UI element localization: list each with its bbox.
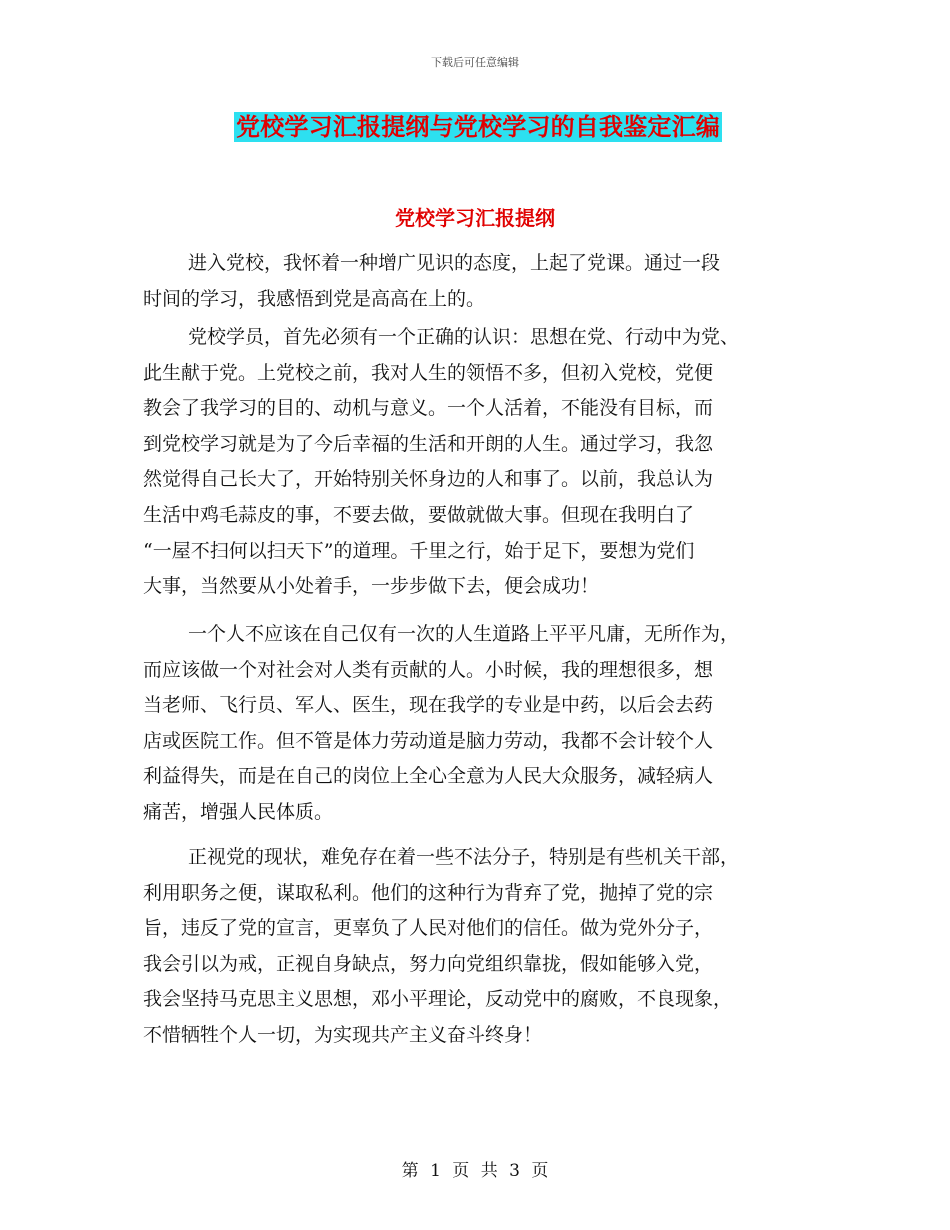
paragraph-line: 正视党的现状，难免存在着一些不法分子，特别是有些机关干部， xyxy=(188,846,740,868)
paragraph-1 xyxy=(143,246,823,317)
paragraph-line: 利益得失，而是在自己的岗位上全心全意为人民大众服务，减轻病人 xyxy=(143,765,714,788)
paragraph-line: 旨，违反了党的宣言，更辜负了人民对他们的信任。做为党外分子， xyxy=(143,917,714,940)
paragraph-line: 时间的学习，我感悟到党是高高在上的。 xyxy=(143,287,486,310)
paragraph-line: 利用职务之便，谋取私利。他们的这种行为背弃了党，抛掉了党的宗 xyxy=(143,881,714,904)
paragraph-4 xyxy=(143,840,823,1054)
paragraph-line: 教会了我学习的目的、动机与意义。一个人活着，不能没有目标，而 xyxy=(143,397,714,420)
paragraph-line: 到党校学习就是为了今后幸福的生活和开朗的人生。通过学习，我忽 xyxy=(143,432,714,455)
paragraph-line: 而应该做一个对社会对人类有贡献的人。小时候，我的理想很多，想 xyxy=(143,658,714,681)
paragraph-3 xyxy=(143,617,823,831)
paragraph-2 xyxy=(143,320,823,605)
document-title: 党校学习汇报提纲与党校学习的自我鉴定汇编 xyxy=(236,112,720,141)
paragraph-line: 当老师、飞行员、军人、医生，现在我学的专业是中药，以后会去药 xyxy=(143,694,714,717)
paragraph-line: 此生献于党。上党校之前，我对人生的领悟不多，但初入党校，党便 xyxy=(143,361,714,384)
paragraph-line: 然觉得自己长大了，开始特别关怀身边的人和事了。以前，我总认为 xyxy=(143,468,714,491)
paragraph-line: 痛苦，增强人民体质。 xyxy=(143,800,334,823)
section-title: 党校学习汇报提纲 xyxy=(395,206,555,230)
paragraph-line: 大事，当然要从小处着手，一步步做下去，便会成功！ xyxy=(143,575,600,598)
paragraph-line: 我会引以为戒，正视自身缺点，努力向党组织靠拢，假如能够入党， xyxy=(143,952,714,975)
paragraph-line: 我会坚持马克思主义思想，邓小平理论，反动党中的腐败，不良现象， xyxy=(143,988,733,1011)
page-number-footer: 第 1 页 共 3 页 xyxy=(401,1161,549,1181)
paragraph-line: “一屋不扫何以扫天下”的道理。千里之行，始于足下，要想为党们 xyxy=(143,539,695,562)
paragraph-line: 进入党校，我怀着一种增广见识的态度，上起了党课。通过一段 xyxy=(188,252,721,274)
paragraph-line: 一个人不应该在自己仅有一次的人生道路上平平凡庸，无所作为， xyxy=(188,623,740,645)
paragraph-line: 党校学员，首先必须有一个正确的认识：思想在党、行动中为党、 xyxy=(188,326,740,348)
paragraph-line: 不惜牺牲个人一切，为实现共产主义奋斗终身！ xyxy=(143,1023,543,1046)
header-note: 下载后可任意编辑 xyxy=(431,56,519,69)
paragraph-line: 店或医院工作。但不管是体力劳动道是脑力劳动，我都不会计较个人 xyxy=(143,729,714,752)
paragraph-line: 生活中鸡毛蒜皮的事，不要去做，要做就做大事。但现在我明白了 xyxy=(143,503,695,526)
